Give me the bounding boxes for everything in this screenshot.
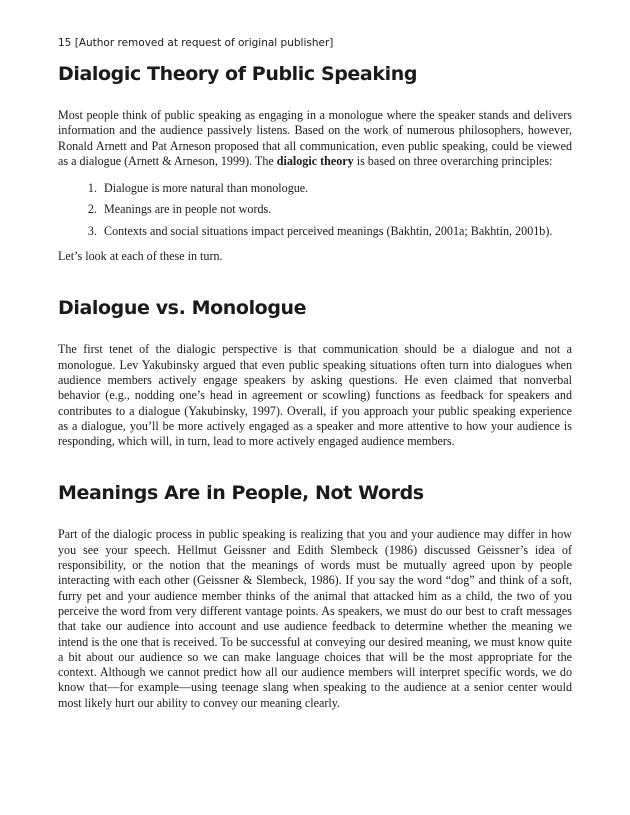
dialogue-vs-monologue-body: The first tenet of the dialogic perspective is that communication should be a dialogue and not a monologue. Lev Yakubinsky argued that even public speaking situations often turn into dialogues when audience members actively engage speakers by asking questions. He even claimed that nonverbal behavior (e.g., nodding one’s head in agreement or scowling) functions as feedback for speakers and contributes to a dialogue (Yakubinsky, 1997). Overall, if you approach your public speaking experience as a dialogue, you’ll be more actively engaged as a speaker and more attentive to how your audience is responding, which will, in turn, lead to more actively engaged audience members. [58,342,572,449]
principles-list [58,181,572,239]
section-title-meanings-in-people: Meanings Are in People, Not Words [58,482,424,505]
section-title-dialogue-vs-monologue: Dialogue vs. Monologue [58,297,307,320]
bold-term: dialogic theory [276,153,354,168]
list-item: 3. Contexts and social situations impact perceived meanings (Bakhtin, 2001a; Bakhtin, 2001b). [100,224,572,239]
intro-text: Most people think of public speaking as engaging in a monologue where the speaker stands and delivers information and the audience passively listens. Based on the work of numerous philosophers, however, Ronald Arnett and Pat Arneson proposed that all communication, even public speaking, could be viewed as a dialogue (Arnett & Arneson, 1999). The [58,108,572,168]
author-note: [Author removed at request of original publisher] [74,37,334,49]
list-item: 1. Dialogue is more natural than monologue. [100,181,572,196]
intro-text-end: is based on three overarching principles: [353,153,553,168]
list-item: 2. Meanings are in people not words. [100,202,572,217]
meanings-in-people-body: Part of the dialogic process in public speaking is realizing that you and your audience may differ in how you see your speech. Hellmut Geissner and Edith Slembeck (1986) discussed Geissner’s idea of responsibility, or the notion that the meanings of words must be mutually agreed upon by people interacting with each other (Geissner & Slembeck, 1986). If you say the word “dog” and think of a soft, furry pet and your audience member thinks of the animal that attacked him as a child, the two of you perceive the word from very different vantage points. As speakers, we must do our best to craft messages that take our audience into account and use audience feedback to determine whether the meaning we intend is the one that is received. To be successful at conveying our desired meaning, we must know quite a bit about our audience so we can make language choices that will be the most appropriate for the context. Although we cannot predict how all our audience members will interpret specific words, we do know that—for example—using teenage slang when speaking to the audience at a senior center would most likely hurt our ability to convey our meaning clearly. [58,527,572,710]
page [58,36,572,711]
section-title-dialogic-theory: Dialogic Theory of Public Speaking [58,63,418,85]
page-number: 15 [58,37,72,49]
dialogic-theory-intro [58,108,572,169]
dialogic-theory-closing: Let’s look at each of these in turn. [58,249,223,264]
running-head [58,36,572,50]
